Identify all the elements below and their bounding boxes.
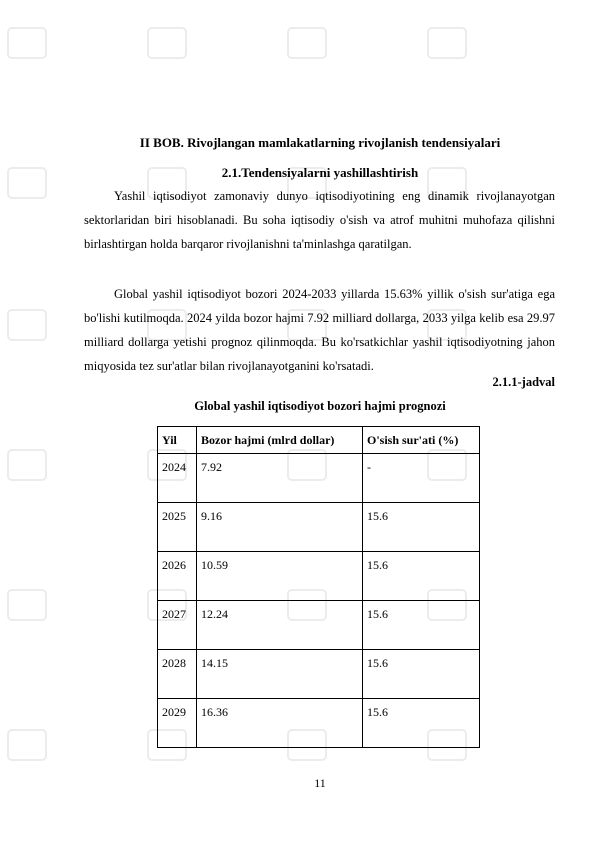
cell-growth-rate: 15.6 bbox=[363, 601, 480, 650]
cell-year: 2024 bbox=[158, 454, 197, 503]
section-title: 2.1.Tendensiyalarni yashillashtirish bbox=[221, 165, 419, 180]
header-growth-rate: O'sish sur'ati (%) bbox=[363, 427, 480, 454]
page-number: 11 bbox=[314, 776, 326, 790]
table-row bbox=[158, 601, 480, 650]
cell-market-size: 9.16 bbox=[197, 503, 363, 552]
table-row bbox=[158, 503, 480, 552]
cell-market-size: 12.24 bbox=[197, 601, 363, 650]
cell-market-size: 10.59 bbox=[197, 552, 363, 601]
table-row bbox=[158, 650, 480, 699]
table-title: Global yashil iqtisodiyot bozori hajmi prognozi bbox=[194, 399, 446, 413]
cell-year: 2028 bbox=[158, 650, 197, 699]
table-row bbox=[158, 699, 480, 748]
cell-growth-rate: 15.6 bbox=[363, 503, 480, 552]
cell-market-size: 14.15 bbox=[197, 650, 363, 699]
chapter-title: II BOB. Rivojlangan mamlakatlarning rivojlanish tendensiyalari bbox=[139, 135, 501, 150]
forecast-table bbox=[157, 426, 480, 748]
table-row bbox=[158, 552, 480, 601]
cell-market-size: 7.92 bbox=[197, 454, 363, 503]
header-year: Yil bbox=[158, 427, 197, 454]
header-market-size: Bozor hajmi (mlrd dollar) bbox=[197, 427, 363, 454]
paragraph-1: Yashil iqtisodiyot zamonaviy dunyo iqtisodiyotining eng dinamik rivojlanayotgan sektorlaridan biri hisoblanadi. Bu soha iqtisodiy o'sish va atrof muhitni muhofaza qilishni birlashtirgan holda barqaror rivojlanishni ta'minlashga qaratilgan. bbox=[84, 189, 555, 251]
table-reference: 2.1.1-jadval bbox=[492, 375, 555, 389]
cell-growth-rate: 15.6 bbox=[363, 650, 480, 699]
cell-year: 2029 bbox=[158, 699, 197, 748]
cell-year: 2027 bbox=[158, 601, 197, 650]
cell-growth-rate: - bbox=[363, 454, 480, 503]
paragraph-2: Global yashil iqtisodiyot bozori 2024-2033 yillarda 15.63% yillik o'sish sur'atiga ega bo'lishi kutilmoqda. 2024 yilda bozor hajmi 7.92 milliard dollarga, 2033 yilga kelib esa 29.97 milliard dollarga yetishi prognoz qilinmoqda. Bu ko'rsatkichlar yashil iqtisodiyotning jahon miqyosida tez sur'atlar bilan rivojlanayotganini ko'rsatadi. bbox=[84, 287, 555, 373]
cell-market-size: 16.36 bbox=[197, 699, 363, 748]
table-row bbox=[158, 454, 480, 503]
cell-growth-rate: 15.6 bbox=[363, 699, 480, 748]
cell-year: 2026 bbox=[158, 552, 197, 601]
table-header-row bbox=[158, 427, 480, 454]
cell-year: 2025 bbox=[158, 503, 197, 552]
cell-growth-rate: 15.6 bbox=[363, 552, 480, 601]
